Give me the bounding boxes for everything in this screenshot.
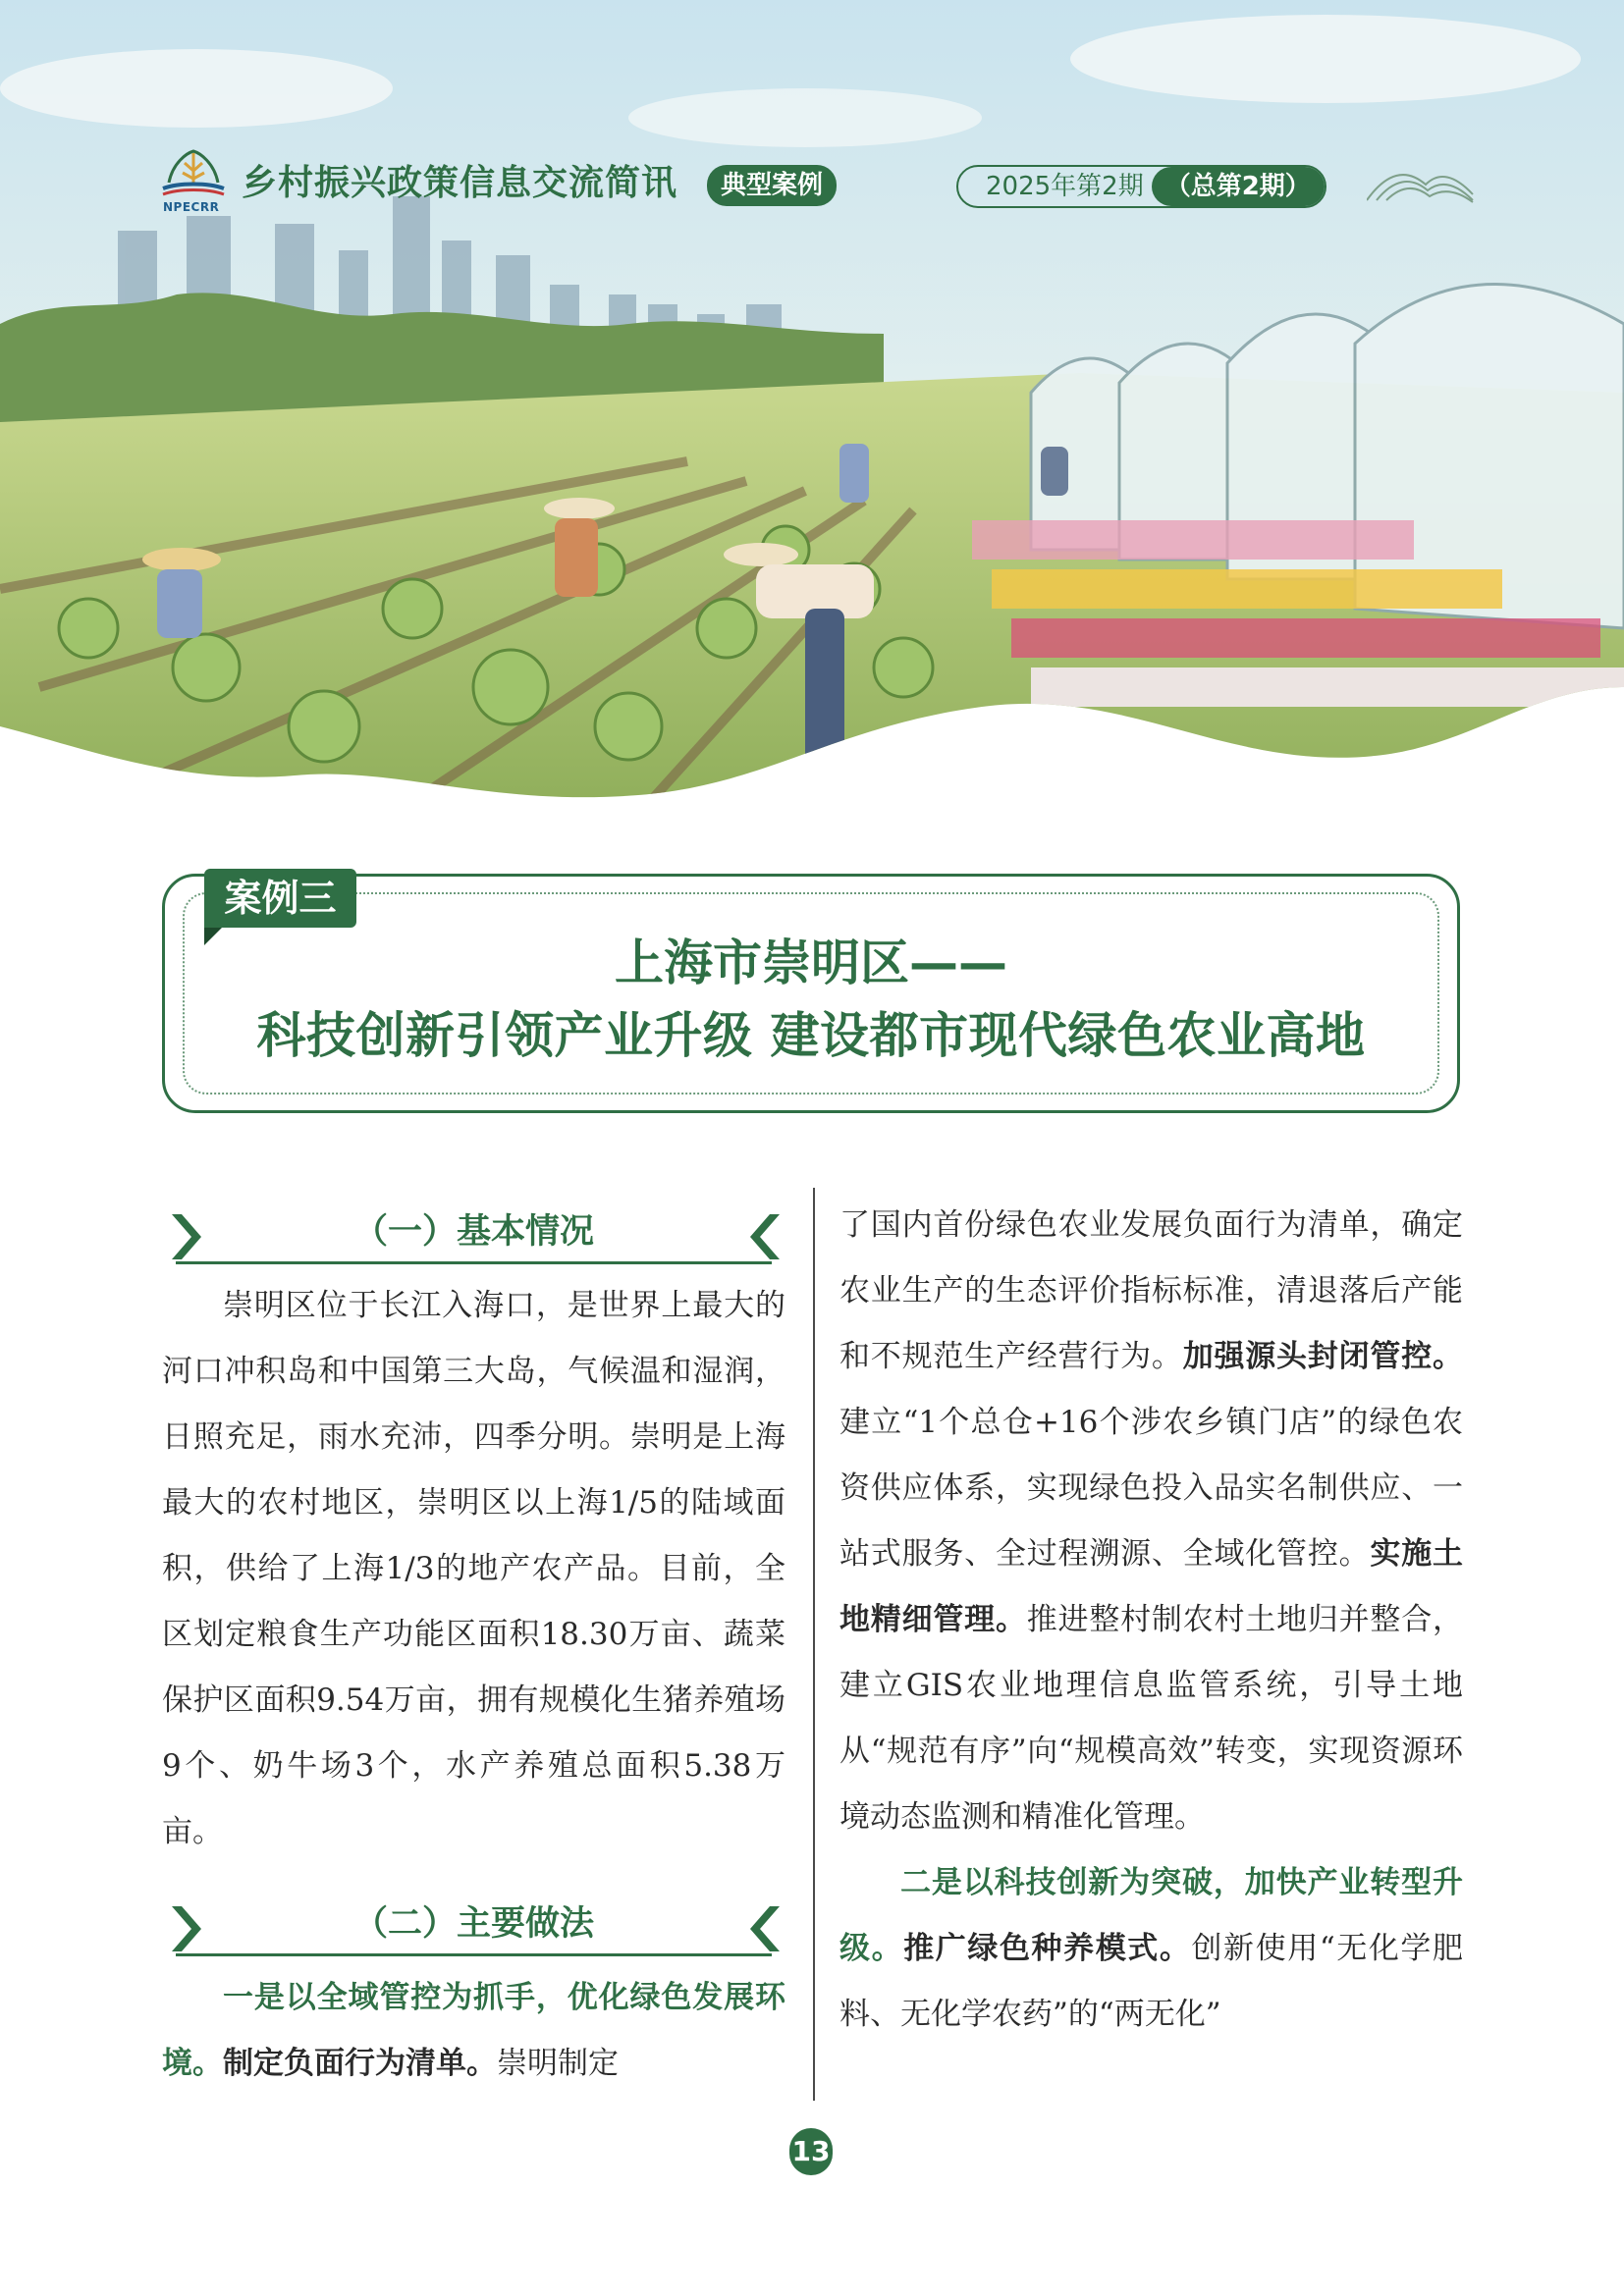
issue-number: 2025年第2期 [986,172,1144,201]
left-column [162,1193,785,2097]
section2-paragraph [162,1965,785,2097]
banner-illustration [0,0,1624,815]
page-number: 13 [789,2128,833,2175]
typical-case-tag: 典型案例 [707,165,837,206]
case-title-line1: 上海市崇明区—— [615,934,1007,991]
lead-sentence-1: 一是以全域管控为抓手，优化绿色发展环境。 [162,1980,785,2081]
right-column [839,1193,1463,2048]
chevron-left-icon [746,1904,782,1953]
case-title-box [162,874,1460,1113]
bold-item-land-management: 实施土地精细管理。 [839,1536,1464,1637]
bulletin-title: 乡村振兴政策信息交流简讯 [242,163,678,203]
issue-total: （总第2期） [1152,167,1325,206]
column-divider [813,1188,815,2101]
paragraph-text: 创新使用“无化学肥料、无化学农药”的“两无化” [839,1931,1464,2032]
lead-sentence-2: 二是以科技创新为突破，加快产业转型升级。 [839,1865,1463,1966]
paragraph-text: 推进整村制农村土地归并整合，建立GIS农业地理信息监管系统，引导土地从“规范有序”向“规模高效”转变，实现资源环境动态监测和精准化管理。 [839,1602,1464,1835]
paragraph-text: 了国内首份绿色农业发展负面行为清单，确定农业生产的生态评价指标标准，清退落后产能和不规范生产经营行为。 [839,1207,1463,1374]
heading-underline [176,1261,772,1264]
bold-item-negative-list: 制定负面行为清单。 [223,2046,497,2081]
section1-paragraph: 崇明区位于长江入海口，是世界上最大的河口冲积岛和中国第三大岛，气候温和湿润，日照充足，雨水充沛，四季分明。崇明是上海最大的农村地区，崇明区以上海1/5的陆域面积，供给了上海1/3的地产农产品。目前，全区划定粮食生产功能区面积18.30万亩、蔬菜保护区面积9.54万亩，拥有规模化生猪养殖场9个、奶牛场3个，水产养殖总面积5.38万亩。 [162,1288,785,1849]
heading-underline [176,1953,772,1956]
bold-item-green-farming: 推广绿色种养模式。 [903,1931,1192,1966]
paragraph-text: 崇明制定 [497,2046,619,2081]
section-heading-practices [162,1885,785,1963]
chevron-left-icon [746,1212,782,1261]
case-tag: 案例三 [204,869,356,928]
paragraph-text: 建立“1个总仓+16个涉农乡镇门店”的绿色农资供应体系，实现绿色投入品实名制供应、一站式服务、全过程溯源、全域化管控。 [839,1405,1463,1572]
mountain-deco-icon [1367,155,1475,204]
logo-text: NPECRR [163,200,220,214]
issue-badge [956,165,1326,208]
section1-heading: （一）基本情况 [352,1212,594,1252]
case-title-line2: 科技创新引领产业升级 建设都市现代绿色农业高地 [256,1007,1366,1064]
bold-item-source-control: 加强源头封闭管控。 [1182,1339,1464,1374]
section-heading-basic [162,1193,785,1271]
tech-innovation-paragraph [839,1850,1463,2048]
section2-heading: （二）主要做法 [352,1904,594,1944]
continuation-paragraph [839,1193,1463,1850]
bulletin-header [159,145,1475,214]
